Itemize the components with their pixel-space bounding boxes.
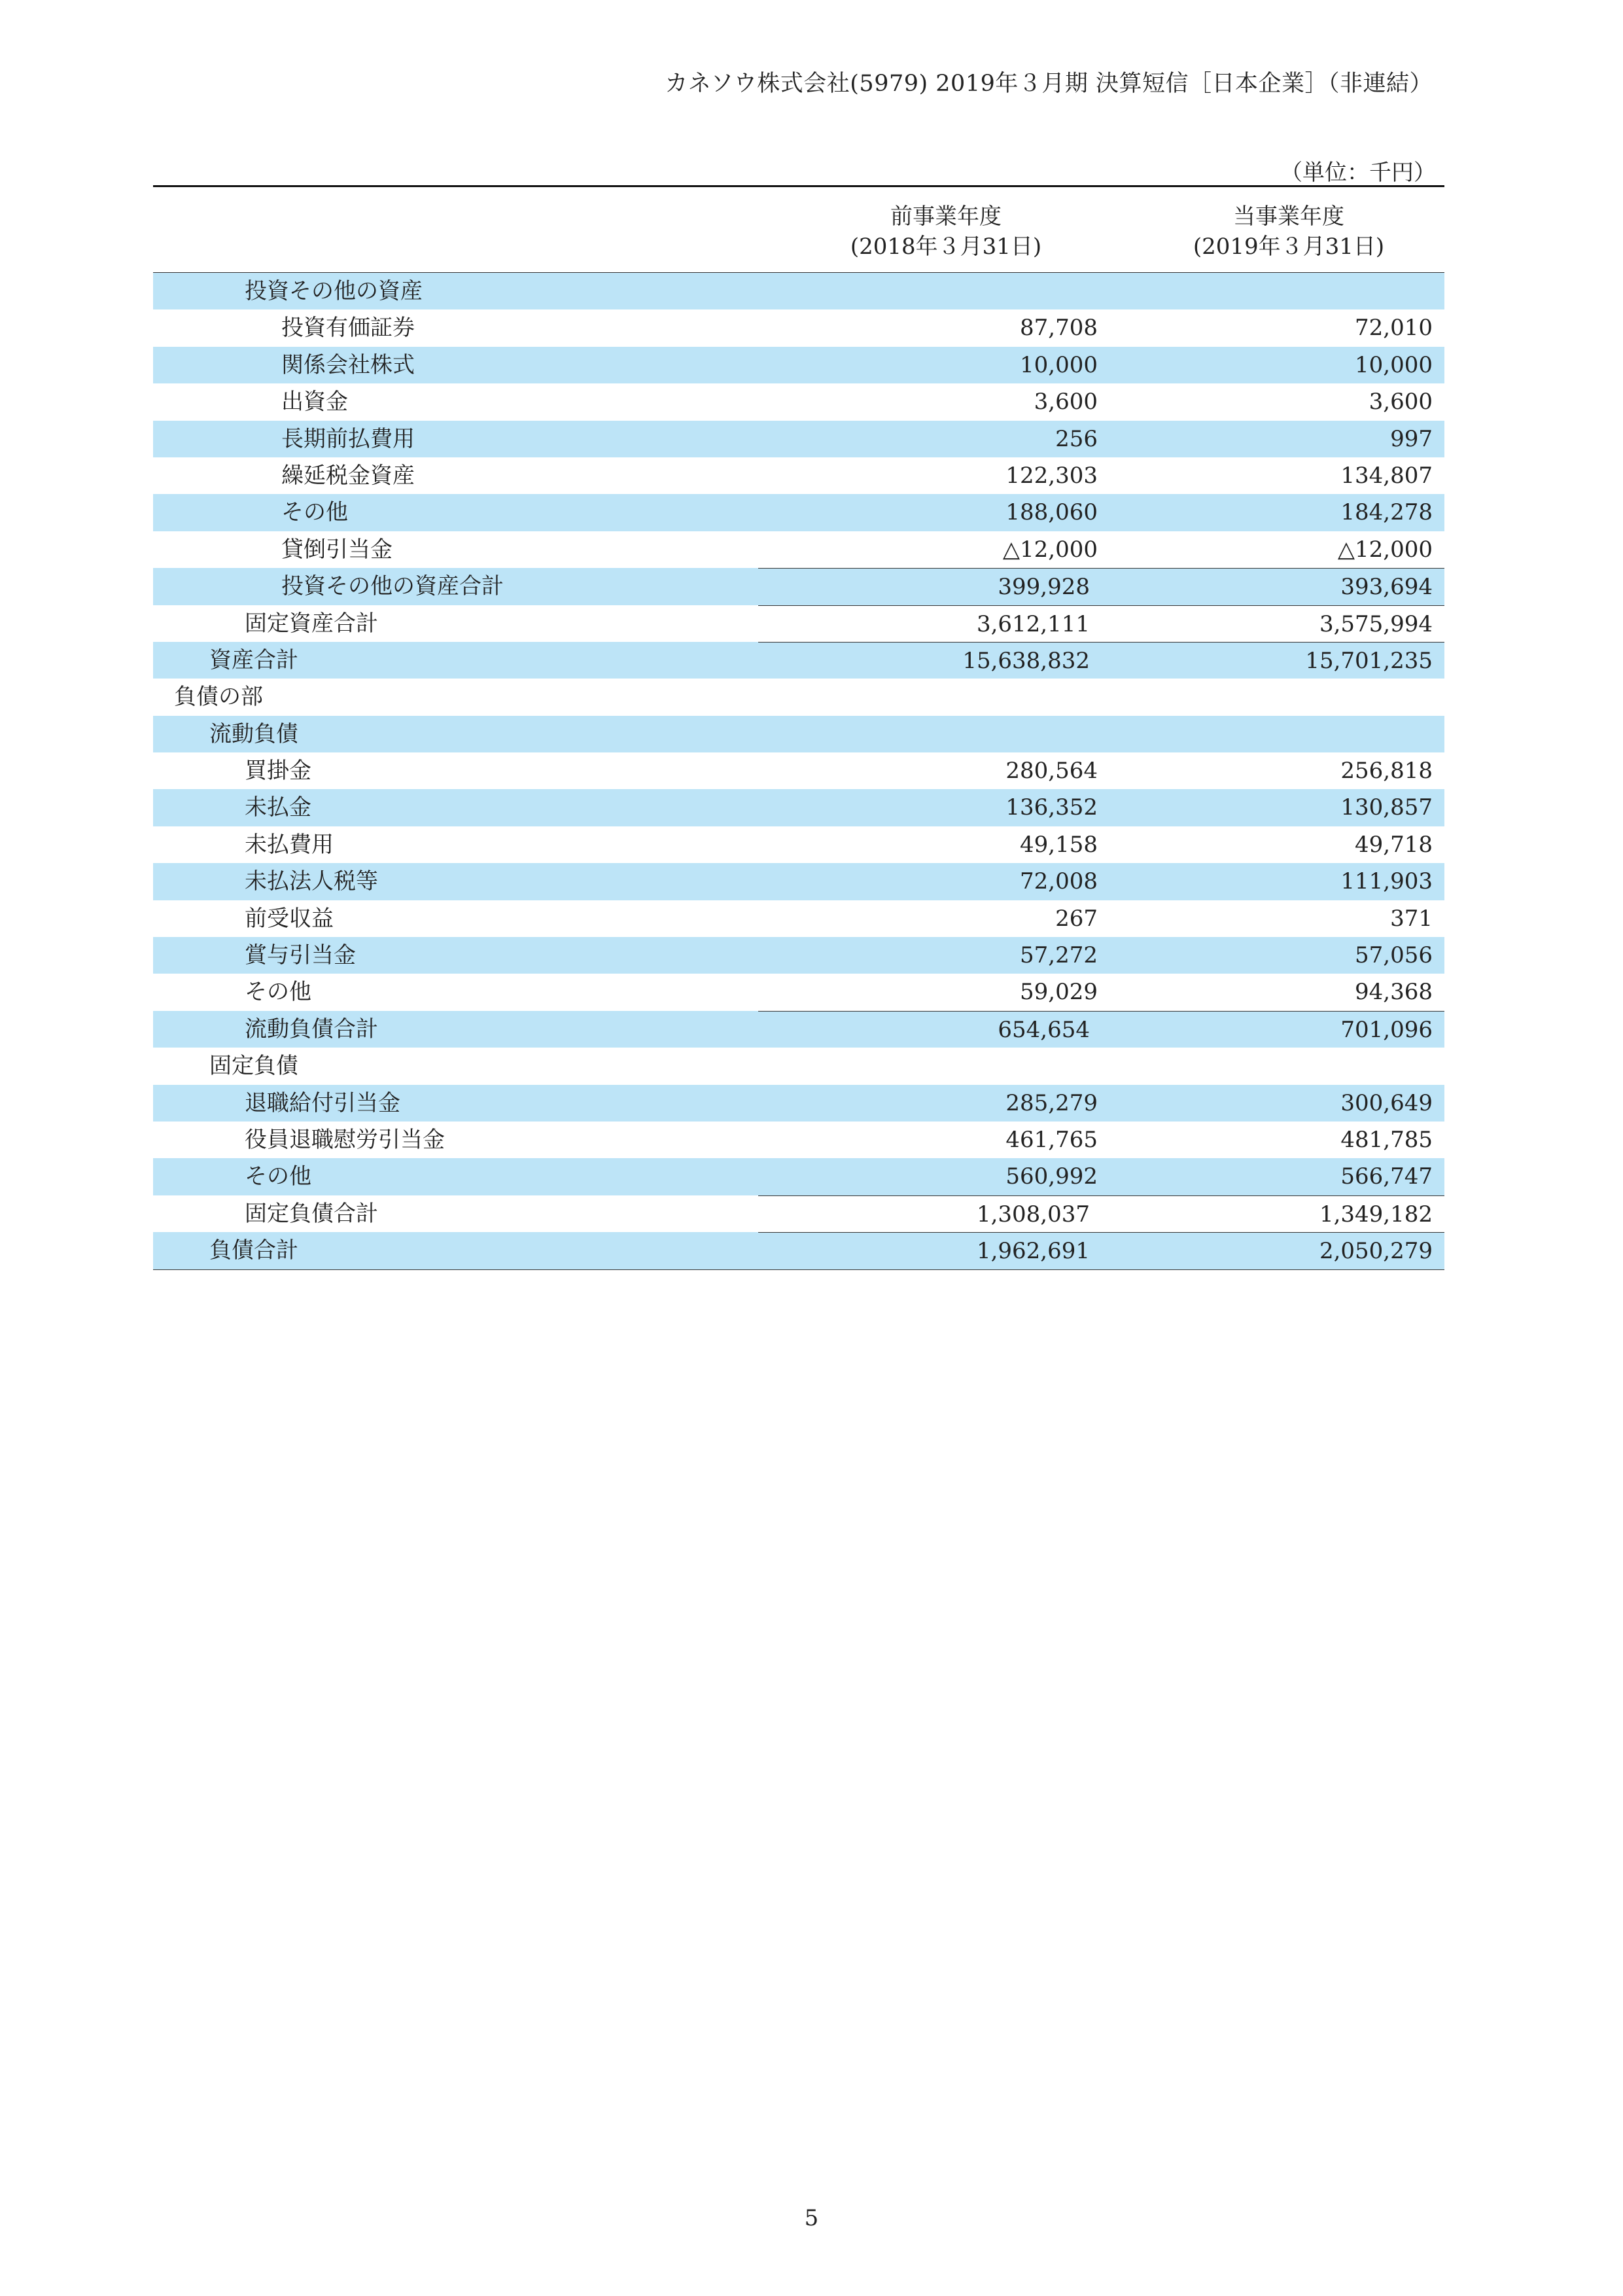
curr-value: 481,785 [1340, 1126, 1433, 1153]
prev-value: 15,638,832 [962, 647, 1090, 674]
row-label: 貸倒引当金 [281, 536, 393, 563]
document-header: カネソウ株式会社(5979) 2019年３月期 決算短信［日本企業］（非連結） [665, 71, 1433, 97]
table-row [153, 494, 1444, 531]
table-row-subtotal [153, 1195, 1444, 1232]
curr-value: 10,000 [1355, 351, 1433, 378]
curr-period-title: 当事業年度 [1233, 203, 1344, 230]
row-label: 前受収益 [245, 905, 334, 932]
prev-period-date: (2018年３月31日) [850, 234, 1042, 260]
row-label: 賞与引当金 [245, 942, 356, 969]
prev-value: 59,029 [1020, 979, 1098, 1006]
curr-value: 15,701,235 [1305, 647, 1433, 674]
curr-value: 3,600 [1369, 389, 1433, 415]
curr-value: △12,000 [1337, 536, 1433, 563]
row-label: 長期前払費用 [281, 425, 415, 452]
row-label: 未払金 [245, 794, 311, 821]
table-row [153, 457, 1444, 494]
prev-value: 87,708 [1020, 315, 1098, 342]
column-headers [153, 187, 1444, 273]
row-label: 退職給付引当金 [245, 1089, 400, 1116]
row-label: 買掛金 [245, 758, 311, 785]
prev-value: 461,765 [1005, 1126, 1098, 1153]
table-row-section [153, 716, 1444, 752]
curr-value: 184,278 [1340, 499, 1433, 526]
row-label: 固定資産合計 [245, 610, 378, 637]
prev-value: 10,000 [1020, 351, 1098, 378]
curr-value: 371 [1390, 905, 1433, 932]
curr-value: 256,818 [1340, 758, 1433, 785]
curr-value: 49,718 [1355, 831, 1433, 858]
table-row-subtotal [153, 605, 1444, 642]
table-row [153, 531, 1444, 568]
table-row [153, 1085, 1444, 1122]
prev-value: 57,272 [1020, 942, 1098, 969]
unit-label: （単位：千円） [1280, 160, 1436, 186]
curr-period-header [1158, 202, 1420, 262]
row-label: 負債合計 [209, 1237, 298, 1264]
table-row-total [153, 1232, 1444, 1269]
curr-value: 997 [1390, 425, 1433, 452]
table-row [153, 347, 1444, 383]
balance-sheet-table [153, 185, 1444, 1270]
table-row-subtotal [153, 1011, 1444, 1048]
table-row [153, 789, 1444, 826]
prev-period-header [815, 202, 1077, 262]
prev-value: 285,279 [1005, 1089, 1098, 1116]
curr-value: 3,575,994 [1319, 610, 1433, 637]
prev-value: 122,303 [1005, 462, 1098, 489]
curr-value: 1,349,182 [1319, 1201, 1433, 1227]
table-row [153, 421, 1444, 457]
prev-value: 1,962,691 [976, 1238, 1090, 1265]
row-label: 役員退職慰労引当金 [245, 1126, 445, 1153]
row-label: 投資その他の資産 [245, 278, 423, 304]
table-row [153, 309, 1444, 346]
curr-value: 134,807 [1340, 462, 1433, 489]
table-row [153, 863, 1444, 900]
table-row-section [153, 1048, 1444, 1084]
curr-value: 72,010 [1355, 315, 1433, 342]
row-label: 資産合計 [209, 646, 298, 673]
curr-period-date: (2019年３月31日) [1193, 234, 1385, 260]
prev-period-title: 前事業年度 [890, 203, 1002, 230]
page-number: 5 [804, 2205, 819, 2231]
prev-value: 256 [1055, 425, 1098, 452]
curr-value: 701,096 [1340, 1016, 1433, 1043]
table-row [153, 826, 1444, 863]
curr-value: 57,056 [1355, 942, 1433, 969]
row-label: 固定負債合計 [245, 1200, 378, 1227]
prev-value: 267 [1055, 905, 1098, 932]
row-label: 投資有価証券 [281, 315, 415, 342]
table-row [153, 900, 1444, 937]
curr-value: 566,747 [1340, 1163, 1433, 1190]
row-label: 未払費用 [245, 831, 334, 858]
prev-value: 280,564 [1005, 758, 1098, 785]
prev-value: 399,928 [998, 574, 1090, 601]
curr-value: 300,649 [1340, 1089, 1433, 1116]
table-row [153, 383, 1444, 420]
row-label: 投資その他の資産合計 [281, 573, 504, 600]
table-row [153, 273, 1444, 309]
curr-value: 393,694 [1340, 574, 1433, 601]
curr-value: 2,050,279 [1319, 1238, 1433, 1265]
prev-value: 3,612,111 [976, 610, 1090, 637]
table-row [153, 752, 1444, 789]
table-row [153, 937, 1444, 974]
table-row [153, 974, 1444, 1010]
prev-value: 560,992 [1005, 1163, 1098, 1190]
prev-value: △12,000 [1002, 536, 1098, 563]
table-row [153, 1122, 1444, 1158]
prev-value: 188,060 [1005, 499, 1098, 526]
prev-value: 654,654 [998, 1016, 1090, 1043]
table-row-total [153, 642, 1444, 679]
row-label: その他 [281, 499, 348, 526]
table-row-section [153, 679, 1444, 715]
curr-value: 111,903 [1340, 868, 1433, 895]
prev-value: 1,308,037 [976, 1201, 1090, 1227]
curr-value: 130,857 [1340, 794, 1433, 821]
row-label: 固定負債 [209, 1053, 298, 1080]
prev-value: 3,600 [1034, 389, 1098, 415]
row-label: 流動負債 [209, 720, 298, 747]
row-label: その他 [245, 1163, 311, 1190]
table-row-subtotal [153, 568, 1444, 605]
row-label: 関係会社株式 [281, 351, 415, 378]
row-label: 繰延税金資産 [281, 462, 415, 489]
prev-value: 72,008 [1020, 868, 1098, 895]
curr-value: 94,368 [1355, 979, 1433, 1006]
table-row [153, 1158, 1444, 1195]
row-label: その他 [245, 979, 311, 1006]
prev-value: 136,352 [1005, 794, 1098, 821]
row-label: 流動負債合計 [245, 1016, 378, 1042]
row-label: 負債の部 [174, 684, 263, 711]
row-label: 出資金 [281, 389, 348, 415]
row-label: 未払法人税等 [245, 868, 378, 895]
prev-value: 49,158 [1020, 831, 1098, 858]
